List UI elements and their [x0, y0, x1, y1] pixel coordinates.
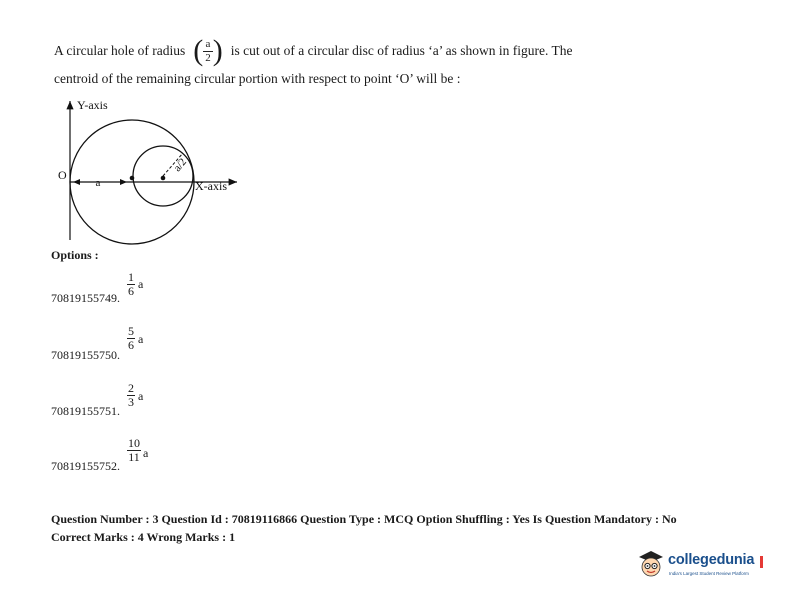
- left-paren: (: [193, 34, 204, 67]
- collegedunia-logo[interactable]: [636, 548, 766, 582]
- option-variable: a: [138, 389, 144, 403]
- option-denominator: 11: [128, 449, 140, 464]
- option-1[interactable]: [51, 268, 171, 308]
- question-meta-line-1: Question Number : 3 Question Id : 70819116866 Question Type : MCQ Option Shuffling : Yes Is Question Mandatory : No: [51, 512, 677, 526]
- question-text-before: A circular hole of radius: [54, 43, 186, 58]
- option-numerator: 1: [128, 270, 134, 284]
- question-meta-line-2: Correct Marks : 4 Wrong Marks : 1: [51, 530, 236, 544]
- mascot-icon: [636, 548, 666, 580]
- option-denominator: 6: [128, 283, 134, 298]
- option-fraction: [127, 382, 135, 408]
- option-numerator: 2: [128, 381, 134, 395]
- origin-label: O: [58, 168, 67, 182]
- right-paren: ): [212, 34, 223, 67]
- option-denominator: 3: [128, 394, 134, 409]
- hole-center-point: [161, 176, 166, 181]
- option-variable: a: [143, 446, 149, 460]
- option-2[interactable]: [51, 325, 171, 365]
- logo-tagline: India's Largest Student Review Platform: [669, 571, 749, 576]
- options-label: Options :: [51, 248, 99, 262]
- x-axis-label: X-axis: [195, 179, 227, 193]
- y-axis-label: Y-axis: [77, 98, 108, 112]
- option-denominator: 6: [128, 337, 134, 352]
- radius-fraction: [203, 39, 213, 64]
- disc-center-point: [130, 176, 135, 181]
- option-id: 70819155752.: [51, 459, 120, 473]
- question-line-1: [54, 36, 572, 66]
- option-fraction: [127, 325, 135, 351]
- option-numerator: 10: [128, 436, 140, 450]
- disc-figure: [55, 95, 295, 245]
- option-id: 70819155751.: [51, 404, 120, 418]
- option-id: 70819155750.: [51, 348, 120, 362]
- logo-wordmark: collegedunia: [668, 552, 755, 568]
- logo-accent-mark: [760, 556, 763, 568]
- question-text-after: is cut out of a circular disc of radius ‘a’ as shown in figure. The: [230, 43, 573, 58]
- option-fraction: [127, 271, 135, 297]
- question-line-2: centroid of the remaining circular portion with respect to point ‘O’ will be :: [54, 71, 461, 86]
- fraction-denominator: 2: [205, 51, 211, 64]
- option-numerator: 5: [128, 324, 134, 338]
- option-variable: a: [138, 332, 144, 346]
- option-variable: a: [138, 277, 144, 291]
- a-dimension-label: a: [95, 177, 101, 189]
- fraction-numerator: a: [203, 39, 213, 52]
- option-3[interactable]: [51, 382, 171, 422]
- option-4[interactable]: [51, 437, 181, 477]
- option-id: 70819155749.: [51, 291, 120, 305]
- hole-radius-label: a/2: [171, 156, 190, 175]
- option-fraction: [127, 437, 141, 463]
